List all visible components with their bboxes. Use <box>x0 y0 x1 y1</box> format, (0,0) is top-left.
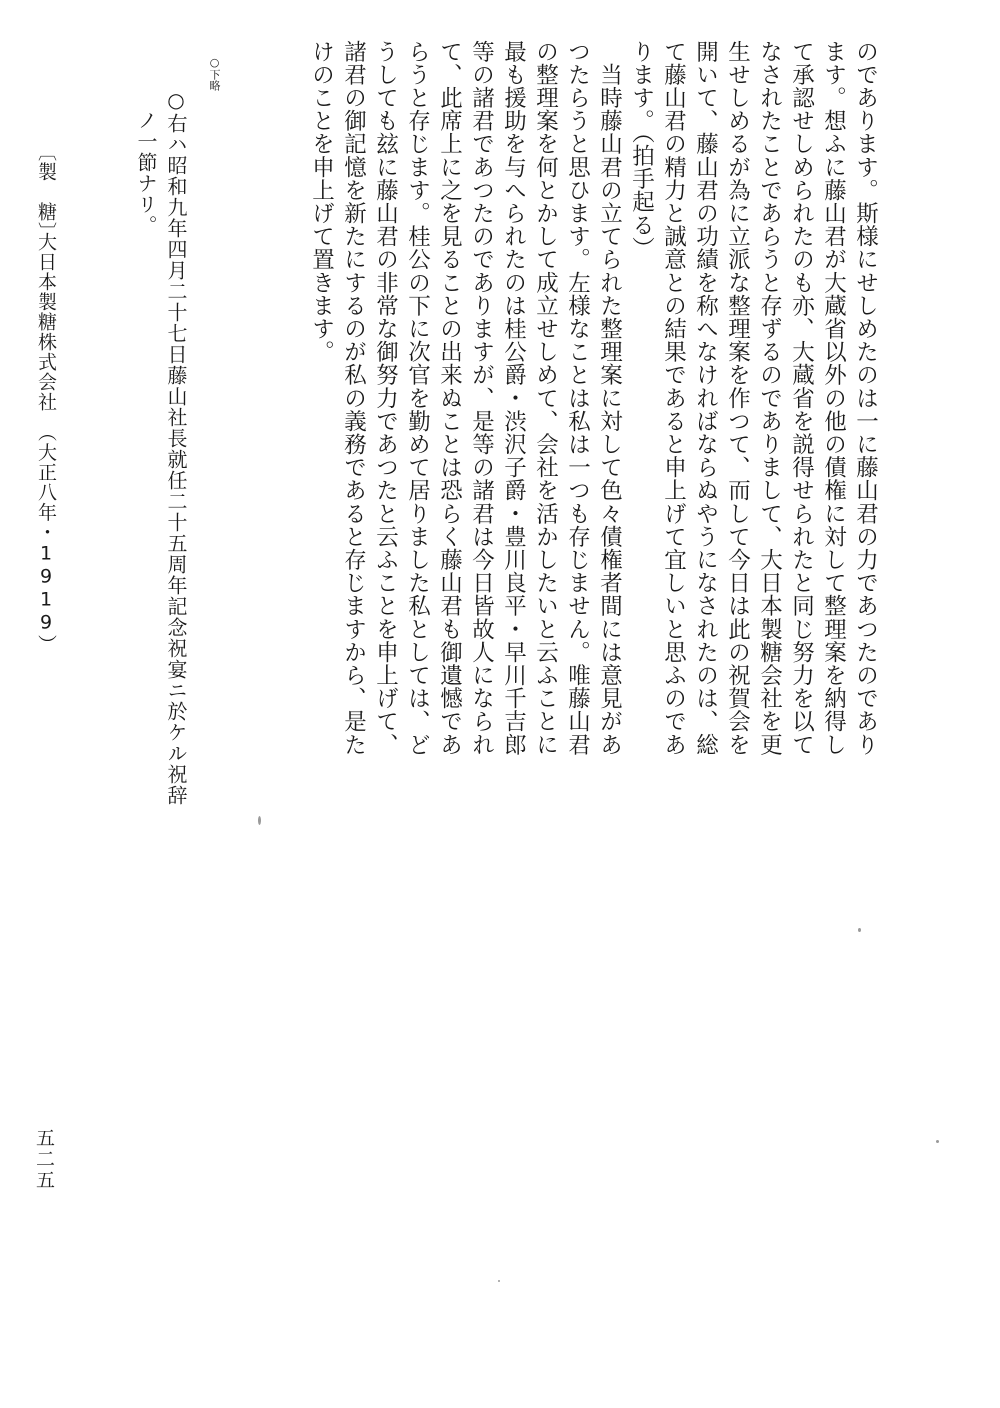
source-note-line-1: ○右ハ昭和九年四月二十七日藤山社長就任二十五周年記念祝宴ニ於ケル祝辞 <box>164 88 188 806</box>
omission-note: ○下略 <box>208 56 221 91</box>
body-line-10: つたらうと思ひます。左様なことは私は一つも存じません。唯藤山君 <box>564 40 591 757</box>
footer-company-title: 大日本製糖株式会社 （大正八年・1919） <box>35 232 57 655</box>
body-line-14: て、此席上に之を見ることの出来ぬことは恐らく藤山君も御遺憾であ <box>436 40 463 757</box>
body-line-6: 開いて、藤山君の功績を称へなければならぬやうになされたのは、総 <box>692 40 719 757</box>
scan-speck <box>858 928 861 932</box>
body-line-16: うしても玆に藤山君の非常な御努力であつたと云ふことを申上げて、 <box>372 40 399 757</box>
source-note-line-2: ノ一節ナリ。 <box>134 110 158 236</box>
body-line-13: 等の諸君であつたのでありますが、是等の諸君は今日皆故人になられ <box>468 40 495 757</box>
body-line-4: なされたことであらうと存ずるのでありまして、大日本製糖会社を更 <box>756 40 783 757</box>
body-line-3: て承認せしめられたのも亦、大蔵省を説得せられたと同じ努力を以て <box>788 40 815 757</box>
scan-speck <box>258 816 261 825</box>
body-line-17: 諸君の御記憶を新たにするのが私の義務であると存じますから、是た <box>340 40 367 757</box>
body-line-1: のであります。斯様にせしめたのは一に藤山君の力であつたのであり <box>852 40 879 757</box>
body-line-5: 生せしめるが為に立派な整理案を作つて、而して今日は此の祝賀会を <box>724 40 751 757</box>
body-line-7: て藤山君の精力と誠意との結果であると申上げて宜しいと思ふのであ <box>660 40 687 757</box>
body-line-18: けのことを申上げて置きます。 <box>308 40 335 364</box>
body-line-9: 当時藤山君の立てられた整理案に対して色々債権者間には意見があ <box>596 40 623 757</box>
body-line-8: ります。（拍手起る） <box>628 40 655 260</box>
scan-speck <box>936 1140 939 1143</box>
body-line-15: らうと存じます。桂公の下に次官を勤めて居りました私としては、ど <box>404 40 431 757</box>
page-number: 五二五 <box>33 1128 55 1191</box>
body-line-2: ます。想ふに藤山君が大蔵省以外の他の債権に対して整理案を納得し <box>820 40 847 757</box>
scan-speck <box>498 1280 500 1282</box>
footer-category: 〔製 糖〕 <box>35 142 57 242</box>
body-line-11: の整理案を何とかして成立せしめて、会社を活かしたいと云ふことに <box>532 40 559 757</box>
body-line-12: 最も援助を与へられたのは桂公爵・渋沢子爵・豊川良平・早川千吉郎 <box>500 40 527 757</box>
